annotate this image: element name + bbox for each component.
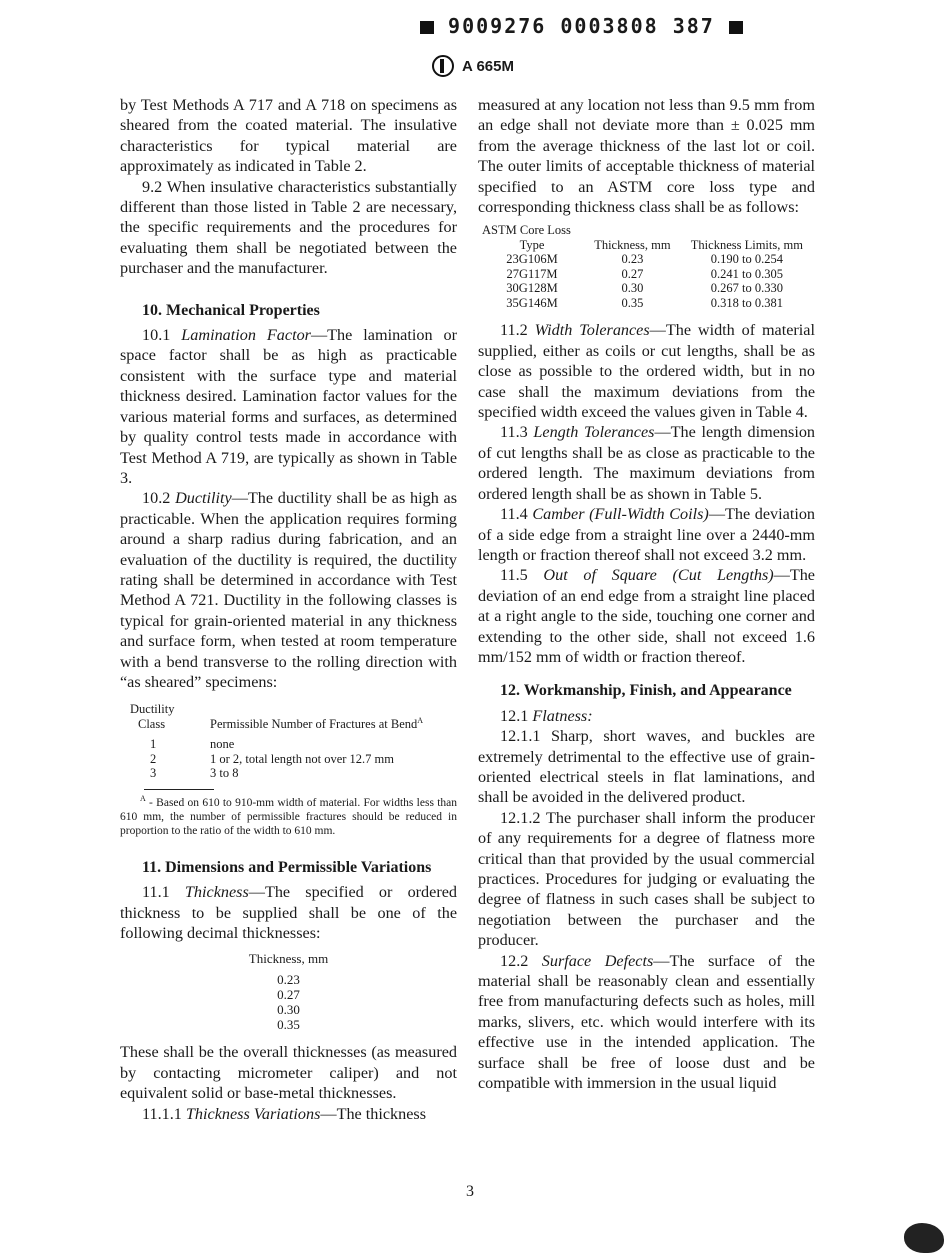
astm-logo-icon	[432, 55, 454, 77]
paragraph-10-1: 10.1 Lamination Factor—The lamination or space factor shall be as high as practicable consistent with the surface type and material thickness desired. Lamination factor values for the various material forms and surfaces, as determined by quality control tests made in accordance with Test Method A 719, are typically as shown in Table 3.	[120, 326, 457, 487]
table-row-type: 30G128M	[506, 281, 558, 296]
thickness-col-head: Thickness, mm	[594, 237, 671, 252]
paragraph-11-5: 11.5 Out of Square (Cut Lengths)—The deviation of an end edge from a straight line placed at a right angle to the side, touching one corner and extending to the other side, shall not exceed 1.6 mm/152 mm of width or fraction thereof.	[478, 566, 815, 666]
paragraph-9-2: 9.2 When insulative characteristics substantially different than those listed in Table 2 are necessary, the specific requirements and the procedures for evaluating them shall be negotiated between the purchaser and the manufacturer.	[120, 177, 457, 278]
thickness-value: 0.35	[277, 1017, 300, 1033]
table-row-thickness: 0.27	[621, 266, 644, 281]
table-row-thickness: 0.23	[621, 252, 644, 267]
paragraph-11-1-1-continued: measured at any location not less than 9.5 mm from an edge shall not deviate more than ± 0.025 mm from the average thickness of the last lot or coil. The outer limits of acceptable thickness of material specified to an ASTM core loss type and corresponding thickness class shall be as follows:	[478, 96, 815, 217]
document-barcode	[420, 14, 743, 38]
section-12-heading: 12. Workmanship, Finish, and Appearance	[500, 682, 792, 700]
paragraph-9-1-continued: by Test Methods A 717 and A 718 on specimens as sheared from the coated material. The insulative characteristics for typical material are approximately as indicated in Table 2.	[120, 96, 457, 176]
core-loss-table	[478, 223, 815, 310]
table-row-class: 3	[150, 766, 157, 781]
page-number: 3	[466, 1183, 474, 1200]
paragraph-11-1: 11.1 Thickness—The specified or ordered thickness to be supplied shall be one of the following decimal thicknesses:	[120, 883, 458, 942]
barcode-block-right	[729, 21, 743, 34]
table-row-thickness: 0.35	[621, 295, 644, 310]
table-row-class: 1	[150, 737, 157, 752]
paragraph-12-1: 12.1 Flatness:	[500, 706, 593, 725]
footnote-a: $^A$ - Based on 610 to 910-mm width of material. For widths less than 610 mm, the number of permissible fractures should be reduced in proportion to the ratio of the width to 610 mm.	[120, 793, 457, 837]
table-row-type: 23G106M	[506, 252, 558, 267]
right-column	[478, 95, 815, 1093]
table-row-value: 3 to 8	[210, 766, 239, 781]
table-row-limits: 0.267 to 0.330	[710, 281, 783, 296]
paragraph-these: These shall be the overall thicknesses (as measured by contacting micrometer caliper) and not equivalent solid or base-metal thicknesses.	[120, 1043, 457, 1103]
barcode-block-left	[420, 21, 434, 34]
ductility-col-head: Ductility Class	[130, 702, 175, 731]
ductility-table	[120, 702, 457, 781]
paragraph-11-4: 11.4 Camber (Full-Width Coils)—The deviation of a side edge from a straight line over a 2440-mm length or fraction thereof shall not exceed 3.2 mm.	[478, 505, 816, 564]
section-10-heading: 10. Mechanical Properties	[142, 301, 320, 319]
paragraph-12-1-2: 12.1.2 The purchaser shall inform the producer of any requirements for a degree of flatness more critical than that provided by the usual commercial practices. Procedures for judging or evaluating the degree of flatness in such cases shall be subject to negotiation between the purchaser and the producer.	[478, 808, 815, 950]
paragraph-12-1-1: 12.1.1 Sharp, short waves, and buckles are extremely detrimental to the effective use of grain-oriented electrical steels in flat laminations, and shall be avoided in the delivered product.	[478, 727, 815, 807]
section-11-heading: 11. Dimensions and Permissible Variations	[142, 858, 432, 876]
thickness-value: 0.27	[277, 987, 300, 1003]
table-row-type: 35G146M	[506, 295, 558, 310]
thickness-list	[120, 951, 457, 1032]
paragraph-10-2: 10.2 Ductility—The ductility shall be as high as practicable. When the application requires forming around a sharp radius during fabrication, and an evaluation of the ductility is required, the ductility rating shall be determined in accordance with Test Method A 721. Ductility in the following classes is typical for grain-oriented material in any thickness and surface form, when tested at room temperature with a bend transverse to the rolling direction with “as sheared” specimens:	[120, 489, 458, 691]
table-row-type: 27G117M	[506, 266, 558, 281]
table-row-class: 2	[150, 751, 157, 766]
left-column	[120, 95, 457, 1124]
standard-designation: A 665M	[462, 57, 514, 75]
footnote-rule	[144, 789, 214, 790]
paragraph-11-1-1: 11.1.1 Thickness Variations—The thickness	[142, 1104, 427, 1123]
scan-corner-mark	[904, 1223, 944, 1253]
paragraph-11-3: 11.3 Length Tolerances—The length dimension of cut lengths shall be as close as practicable to the ordered length. The maximum deviations from ordered length shall be as shown in Table 5.	[478, 423, 816, 503]
core-loss-col-head: ASTM Core Loss Type	[482, 223, 571, 252]
table-row-limits: 0.318 to 0.381	[710, 295, 783, 310]
table-row-thickness: 0.30	[621, 281, 644, 296]
thickness-list-head: Thickness, mm	[248, 951, 329, 967]
table-row-value: none	[210, 737, 235, 752]
paragraph-11-2: 11.2 Width Tolerances—The width of material supplied, either as coils or cut lengths, shall be as close as possible to the ordered width, but in no case shall the maximum deviations from the specified width exceed the values given in Table 4.	[478, 321, 815, 422]
paragraph-12-2: 12.2 Surface Defects—The surface of the material shall be reasonably clean and essentially free from manufacturing defects such as holes, mill marks, slivers, etc. which would interfere with its effective use in the intended application. The surface shall be free of loose dust and be compatible with immersion in the usual liquid	[478, 951, 815, 1093]
barcode-number: 9009276 0003808 387	[448, 14, 715, 38]
table-row-value: 1 or 2, total length not over 12.7 mm	[210, 751, 395, 766]
limits-col-head: Thickness Limits, mm	[690, 237, 803, 252]
thickness-value: 0.30	[277, 1002, 300, 1018]
table-row-limits: 0.190 to 0.254	[710, 252, 783, 267]
table-row-limits: 0.241 to 0.305	[710, 266, 783, 281]
fractures-col-head: Permissible Number of Fractures at Bend$^A$	[210, 715, 424, 731]
thickness-value: 0.23	[277, 972, 300, 988]
page-header	[432, 55, 514, 77]
